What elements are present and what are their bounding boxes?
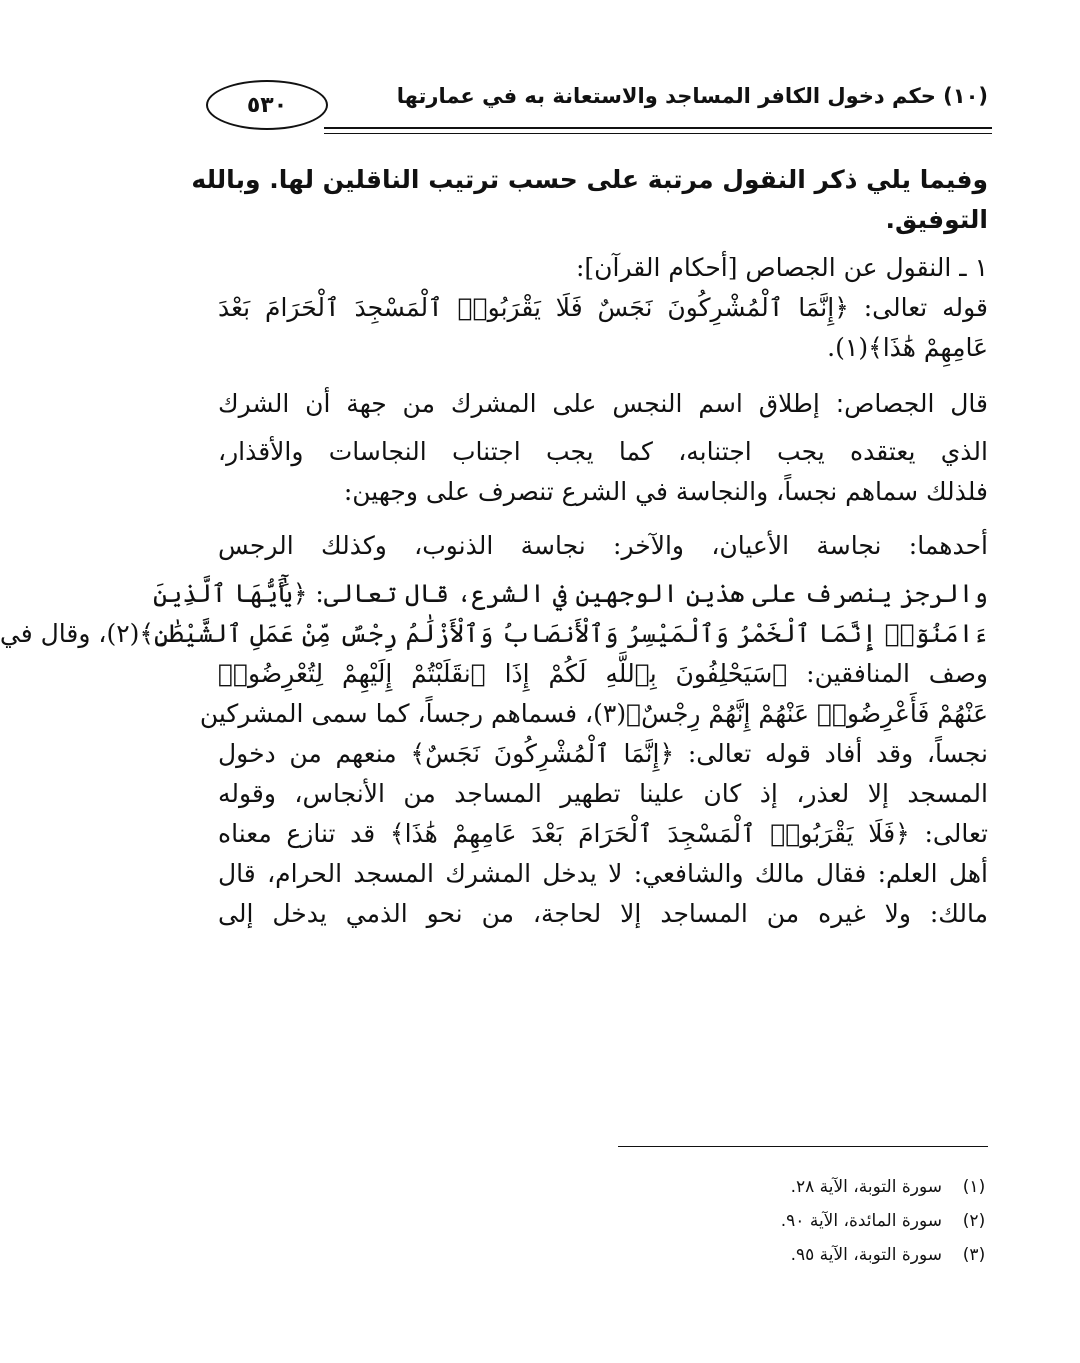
footnote-text: سورة المائدة، الآية ٩٠.	[780, 1211, 942, 1231]
quran-verse-line: قوله تعالى: ﴿إِنَّمَا ٱلْمُشْرِكُونَ نَجَسٌ فَلَا يَقْرَبُوا۟ ٱلْمَسْجِدَ ٱلْحَرَامَ بَعْدَ	[218, 293, 988, 322]
footnote-number: (١)	[962, 1177, 986, 1197]
body-text	[0, 160, 988, 934]
paragraph-line: فلذلك سماهم نجساً، والنجاسة في الشرع تنصرف على وجهين:	[343, 477, 988, 506]
paragraph-line: التوفيق.	[885, 205, 988, 234]
paragraph-line: وفيما يلي ذكر النقول مرتبة على حسب ترتيب الناقلين لها. وبالله	[191, 165, 988, 194]
footnotes	[588, 1170, 988, 1272]
paragraph-line: مالك: ولا غيره من المساجد إلا لحاجة، من نحو الذمي يدخل إلى	[218, 899, 988, 928]
footnote	[588, 1170, 988, 1204]
running-title: (١٠) حكم دخول الكافر المساجد والاستعانة به في عمارتها	[396, 84, 988, 108]
paragraph-line: الذي يعتقده يجب اجتنابه، كما يجب اجتناب النجاسات والأقذار،	[218, 437, 988, 466]
header-rule	[324, 127, 992, 134]
quran-verse-line: تعالى: ﴿فَلَا يَقْرَبُوا۟ ٱلْمَسْجِدَ ٱلْحَرَامَ بَعْدَ عَامِهِمْ هَٰذَا﴾ قد تنازع معناه	[218, 819, 988, 848]
page-header	[204, 78, 992, 134]
quran-verse-line: وصف المنافقين: ﴿سَيَحْلِفُونَ بِٱللَّهِ لَكُمْ إِذَا ٱنقَلَبْتُمْ إِلَيْهِمْ لِتُعْرِضُوا۟	[218, 659, 988, 688]
footnote-separator	[618, 1146, 988, 1147]
quran-verse-line: ءَامَنُوٓا۟ إِنَّمَا ٱلْخَمْرُ وَٱلْمَيْسِرُ وَٱلْأَنصَابُ وَٱلْأَزْلَٰمُ رِجْسٌ مِّنْ عَمَلِ ٱلشَّيْطَٰنِ﴾(٢)، وقال في	[0, 619, 988, 648]
quran-verse-line: عَامِهِمْ هَٰذَا﴾(١).	[827, 333, 988, 362]
footnote-text: سورة التوبة، الآية ٩٥.	[790, 1245, 942, 1265]
footnote-number: (٢)	[962, 1211, 986, 1231]
quran-verse-line: عَنْهُمْ فَأَعْرِضُوا۟ عَنْهُمْ إِنَّهُمْ رِجْسٌ﴾(٣)، فسماهم رجساً، كما سمى المشركين	[199, 699, 988, 728]
paragraph-line: قال الجصاص: إطلاق اسم النجس على المشرك من جهة أن الشرك	[218, 389, 988, 418]
paragraph-line: المسجد إلا لعذر، إذ كان علينا تطهير المساجد من الأنجاس، وقوله	[218, 779, 988, 808]
footnote	[588, 1238, 988, 1272]
paragraph-line: والرجز ينصرف على هذين الوجهين في الشرع، قال تعالى: ﴿يَٰٓأَيُّهَا ٱلَّذِينَ	[153, 579, 988, 608]
section-heading: ١ ـ النقول عن الجصاص [أحكام القرآن]:	[576, 253, 988, 282]
paragraph-line: نجساً، وقد أفاد قوله تعالى: ﴿إِنَّمَا ٱلْمُشْرِكُونَ نَجَسٌ﴾ منعهم من دخول	[218, 739, 988, 768]
footnote-text: سورة التوبة، الآية ٢٨.	[790, 1177, 942, 1197]
footnote-number: (٣)	[962, 1245, 986, 1265]
page-number: ٥٣٠	[206, 80, 328, 130]
paragraph-line: أحدهما: نجاسة الأعيان، والآخر: نجاسة الذنوب، وكذلك الرجس	[218, 531, 988, 560]
paragraph-line: أهل العلم: فقال مالك والشافعي: لا يدخل المشرك المسجد الحرام، قال	[218, 859, 988, 888]
footnote	[588, 1204, 988, 1238]
